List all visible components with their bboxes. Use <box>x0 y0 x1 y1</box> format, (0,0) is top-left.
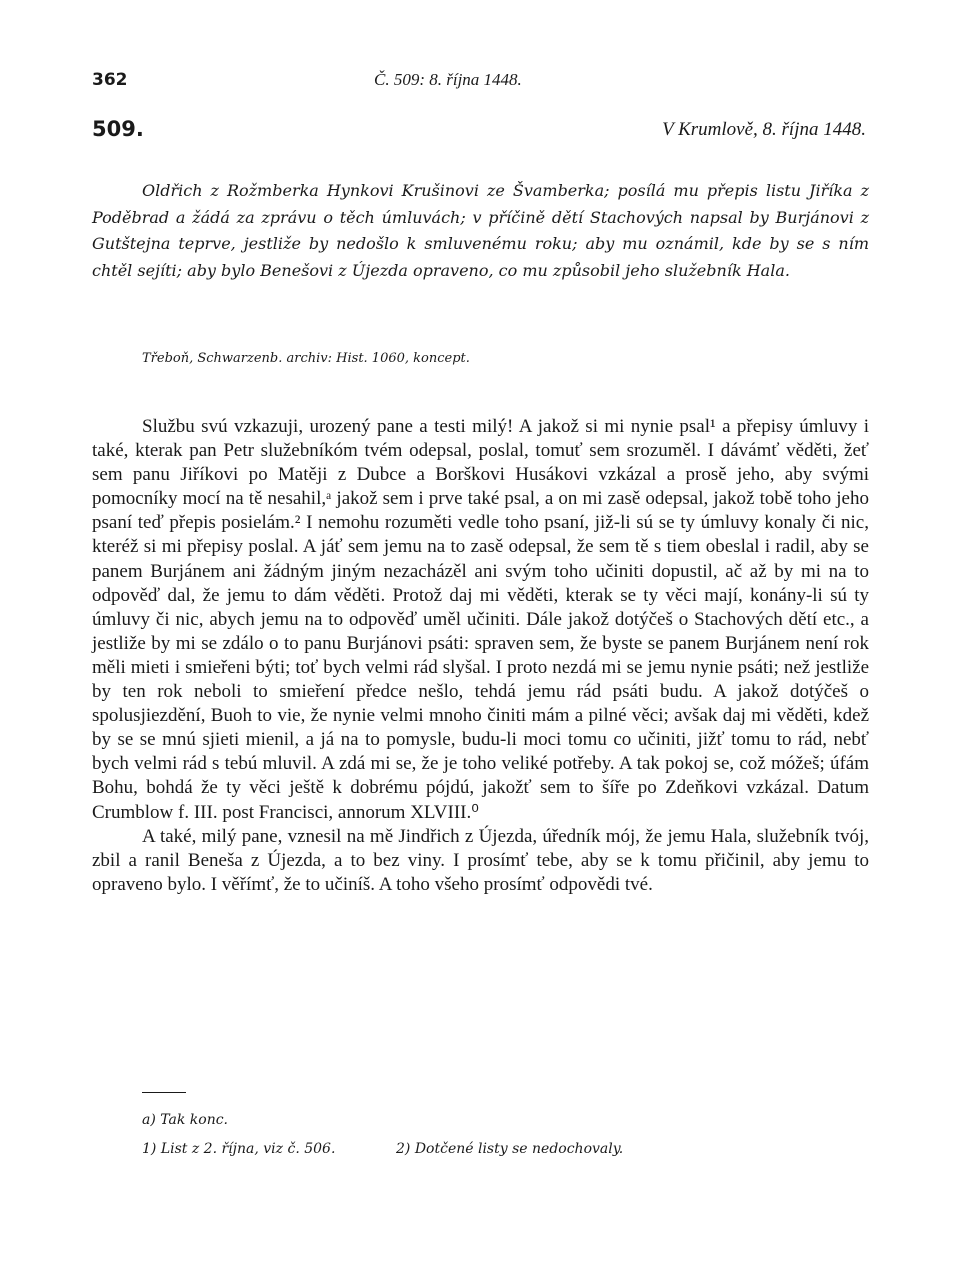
footnote-a: a) Tak konc. <box>142 1112 229 1128</box>
running-title: Č. 509: 8. října 1448. <box>374 70 522 89</box>
footnote-1: 1) List z 2. října, viz č. 506. <box>142 1141 336 1157</box>
letter-paragraph-1: Službu svú vzkazuji, urozený pane a testi milý! A jakož si mi nynie psal¹ a přepisy úmluvy i také, kterak pan Petr služebníkóm tvém odepsal, poslal, tomuť sem srozuměl. I dávámť věděti, žeť sem panu Jiříkovi po Matěji z Dubce a Borškovi Husákovi vzkázal a prosě jeho, aby svými pomocníky mocí na tě nesahil,ᵃ jakož sem i prve také psal, a on mi zasě odepsal, jakož tobě toho jeho psaní teď přepis posielám.² I nemohu rozuměti vedle toho psaní, již-li sú se ty úmluvy konaly či nic, kteréž si mi přepisy poslal. A jáť sem jemu na to zasě odepsal, že sem tě s tiem obeslal i radil, aby se panem Burjánem ani žádným jiným nezacházěl ani svým toho učiniti dopustil, ač až by mi na to odpověď dal, že jemu to dám věděti. Protož daj mi věděti, kterak se ty věci mají, konány-li sú ty úmluvy či nic, abych jemu na to odpověď uměl učiniti. Dále jakož dotýčeš o Stachových dětí etc., a jestliže by mi se zdálo o to panu Burjánovi psáti: spraven sem, že byste se panem Burjánem není rok měli mieti i smieřeni býti; toť bych velmi rád slyšal. I proto nezdá mi se jemu nynie psáti; než jestliže by ten rok neboli to smieření předce nešlo, tehdá jemu rád psáti budu. A jakož dotýčeš o spolusjiezdění, Buoh to vie, že nynie velmi mnoho činiti mám a pilné věci; avšak daj mi věděti, kdež by se se mnú sjieti mienil, a já na to pomysle, budu-li moci tomu co učiniti, jižť tomu to rád, nebť bych velmi rád s tebú mluvil. A zdá mi se, že je toho veliké potřeby. A tak pokoj se, což móžeš; úfám Bohu, bohdá že ty věci ještě k dobrému pójdú, jakožť sem to šíře po Zdeňkovi vzkázal. Datum Crumblow f. III. post Francisci, annorum XLVIII.⁰ <box>92 416 869 823</box>
archival-source: Třeboň, Schwarzenb. archiv: Hist. 1060, koncept. <box>142 351 470 366</box>
footnote-divider <box>142 1092 186 1093</box>
letter-paragraph-2: A také, milý pane, vznesil na mě Jindřich z Újezda, úředník mój, že jemu Hala, služebník tvój, zbil a ranil Beneša z Újezda, a to bez viny. I prosímť tebe, aby se k tomu přičinil, aby jemu to opraveno bylo. I věřímť, že to učiníš. A toho všeho prosímť odpovědi tvé. <box>92 825 869 895</box>
page-number: 362 <box>92 70 128 90</box>
running-head <box>92 70 868 96</box>
document-heading <box>92 117 868 147</box>
footnote-2: 2) Dotčené listy se nedochovaly. <box>396 1141 624 1157</box>
letter-body <box>92 415 869 897</box>
document-regest: Oldřich z Rožmberka Hynkovi Krušinovi ze Švamberka; posílá mu přepis listu Jiříka z Poděbrad a žádá za zprávu o těch úmluvách; v příčině dětí Stachových napsal by Burjánovi z Gutštejna teprve, jestliže by nedošlo k smluvenému roku; aby mu oznámil, kde by se s ním chtěl sejíti; aby bylo Benešovi z Újezda opraveno, co mu způsobil jeho služebník Hala. <box>92 181 869 280</box>
document-place-date: V Krumlově, 8. října 1448. <box>662 119 866 140</box>
document-number: 509. <box>92 117 144 141</box>
